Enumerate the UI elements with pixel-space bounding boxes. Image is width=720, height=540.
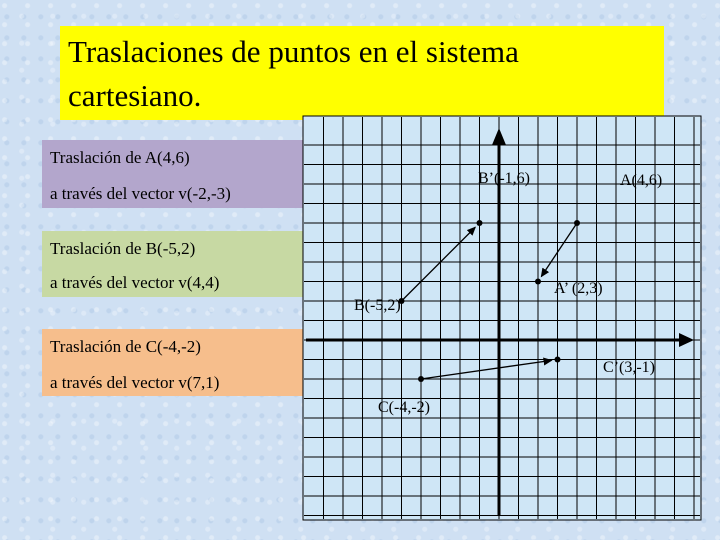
translation-a-heading: Traslación de A(4,6) — [50, 148, 190, 167]
translation-c-vector: a través del vector v(7,1) — [50, 373, 220, 392]
point-a — [574, 220, 580, 226]
translation-b-heading: Traslación de B(-5,2) — [50, 239, 196, 258]
label-b: B(-5,2) — [354, 297, 401, 314]
label-a-prime: A’ (2,3) — [554, 280, 603, 297]
translation-c-heading: Traslación de C(-4,-2) — [50, 337, 201, 356]
point-c-prime — [555, 357, 561, 363]
translation-b-vector: a través del vector v(4,4) — [50, 273, 220, 292]
slide-title: Traslaciones de puntos en el sistema cartesiano. — [60, 26, 664, 120]
point-a-prime — [535, 279, 541, 285]
label-c-prime: C’(3,-1) — [603, 359, 655, 376]
point-c — [418, 376, 424, 382]
translation-a-vector: a través del vector v(-2,-3) — [50, 184, 231, 203]
label-a: A(4,6) — [620, 172, 663, 189]
point-b-prime — [477, 220, 483, 226]
label-c: C(-4,-2) — [378, 399, 430, 416]
label-b-prime: B’(-1,6) — [478, 170, 530, 187]
